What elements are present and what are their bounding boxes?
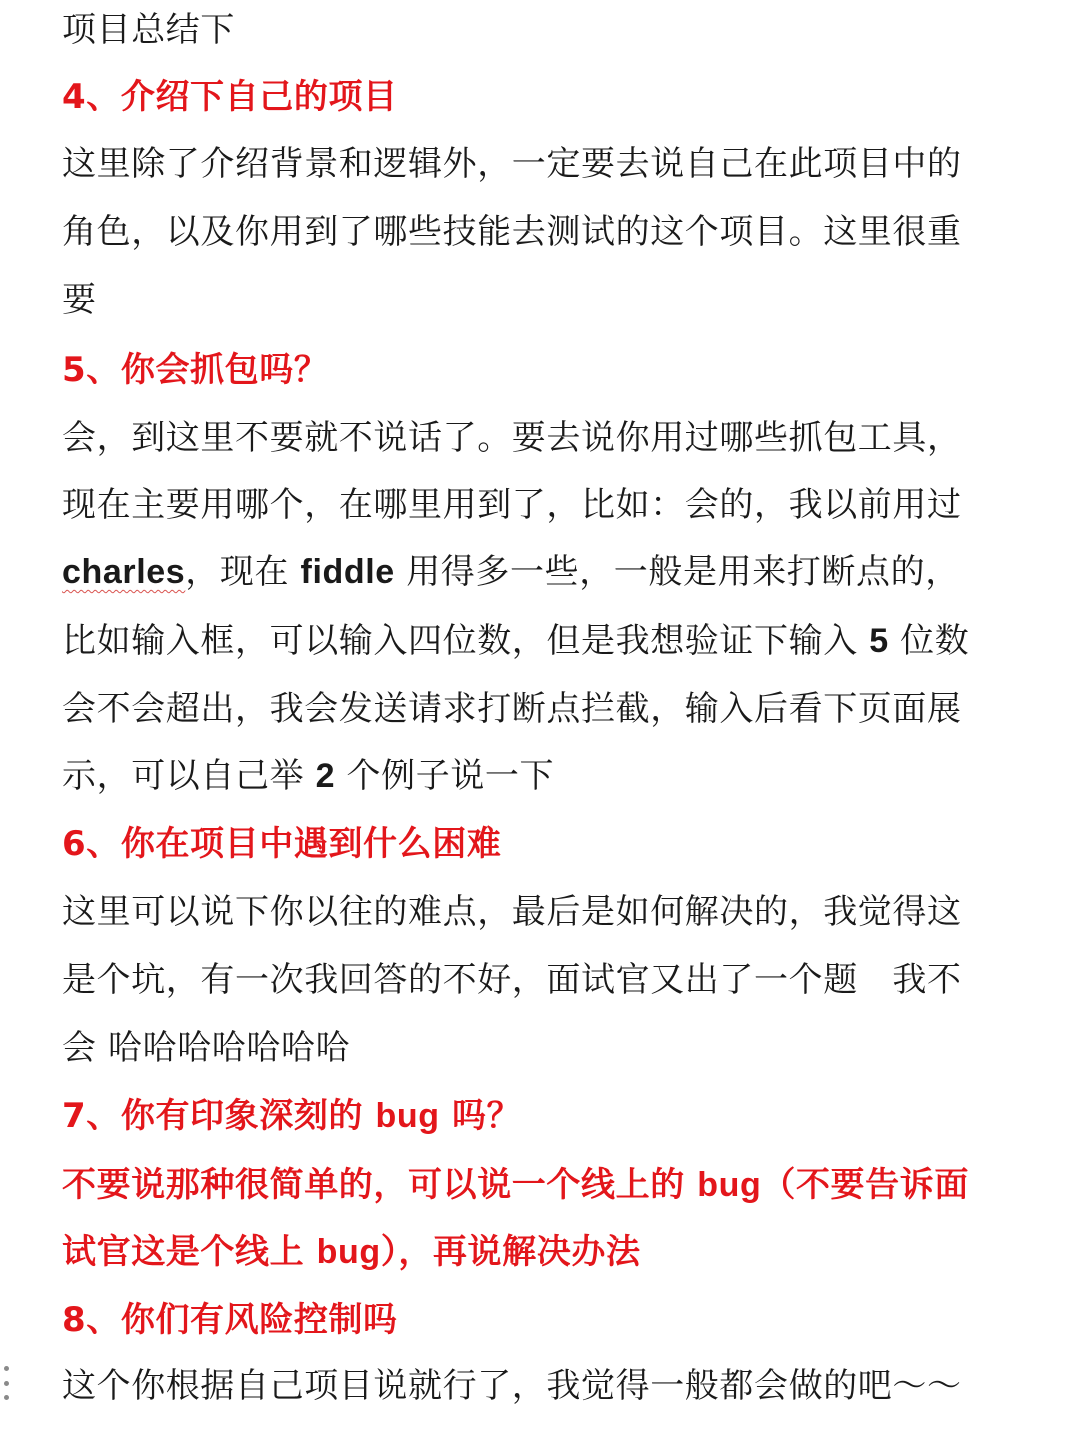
paragraph-5-line-2 — [62, 485, 962, 525]
paragraph-7-line-1 — [62, 1165, 969, 1205]
paragraph-6-text-3: 会 哈哈哈哈哈哈哈 — [62, 1028, 351, 1068]
dot — [4, 1381, 9, 1386]
paragraph-7-text-1c: （不要告诉面 — [761, 1165, 969, 1205]
charles-word: charles — [62, 553, 186, 591]
paragraph-5-text-3b: ，现在 — [185, 552, 301, 592]
heading-4 — [62, 77, 398, 117]
paragraph-5-line-1 — [62, 418, 962, 458]
paragraph-4-text-1: 这里除了介绍背景和逻辑外，一定要去说自己在此项目中的 — [62, 144, 962, 184]
heading-7-bug-word: bug — [375, 1097, 440, 1135]
heading-5-text: 5、你会抓包吗？ — [62, 350, 329, 390]
paragraph-4-line-3 — [62, 280, 97, 320]
heading-8 — [62, 1300, 398, 1340]
paragraph-8-line-1 — [62, 1366, 962, 1406]
paragraph-5-text-6a: 示，可以自己举 — [62, 756, 316, 796]
paragraph-4-line-1 — [62, 144, 962, 184]
vertical-dots-icon[interactable] — [2, 1366, 10, 1400]
paragraph-7-bug-word-2: bug — [316, 1233, 381, 1271]
paragraph-5-line-6 — [62, 756, 554, 796]
heading-7 — [62, 1096, 521, 1136]
paragraph-4-text-3: 要 — [62, 280, 97, 320]
paragraph-5-line-5 — [62, 689, 962, 729]
paragraph-7-line-2 — [62, 1232, 641, 1272]
paragraph-7-text-2c: ），再说解决办法 — [380, 1232, 641, 1272]
paragraph-5-line-3 — [62, 552, 960, 592]
dot — [4, 1366, 9, 1371]
paragraph-7-text-2a: 试官这是个线上 — [62, 1232, 317, 1272]
paragraph-6-line-1 — [62, 892, 962, 932]
intro-text: 项目总结下 — [62, 10, 235, 50]
paragraph-4-text-2: 角色，以及你用到了哪些技能去测试的这个项目。这里很重 — [62, 212, 962, 252]
paragraph-6-line-3 — [62, 1028, 350, 1068]
number-five: 5 — [869, 622, 889, 660]
paragraph-5-text-6c: 个例子说一下 — [335, 756, 555, 796]
paragraph-5-text-3d: 用得多一些，一般是用来打断点的， — [394, 552, 960, 592]
paragraph-5-text-4c: 位数 — [888, 621, 970, 661]
number-two: 2 — [315, 757, 336, 795]
paragraph-5-line-4 — [62, 621, 969, 661]
paragraph-7-text-1a: 不要说那种很简单的，可以说一个线上的 — [62, 1165, 698, 1205]
dot — [4, 1395, 9, 1400]
heading-6 — [62, 824, 501, 864]
paragraph-7-bug-word-1: bug — [697, 1166, 762, 1204]
heading-7-text-a: 7、你有印象深刻的 — [62, 1096, 376, 1136]
paragraph-5-text-1: 会，到这里不要就不说话了。要去说你用过哪些抓包工具， — [62, 418, 962, 458]
paragraph-5-text-5: 会不会超出，我会发送请求打断点拦截，输入后看下页面展 — [62, 689, 962, 729]
fiddle-word: fiddle — [300, 553, 395, 591]
heading-7-text-c: 吗？ — [439, 1096, 522, 1136]
paragraph-5-text-4a: 比如输入框，可以输入四位数，但是我想验证下输入 — [62, 621, 870, 661]
paragraph-6-line-2 — [62, 960, 962, 1000]
paragraph-6-text-1: 这里可以说下你以往的难点，最后是如何解决的，我觉得这 — [62, 892, 962, 932]
intro-line — [62, 10, 235, 50]
heading-4-text: 4、介绍下自己的项目 — [62, 77, 398, 117]
paragraph-6-text-2: 是个坑，有一次我回答的不好，面试官又出了一个题 我不 — [62, 960, 962, 1000]
heading-8-text: 8、你们有风险控制吗 — [62, 1300, 398, 1340]
paragraph-8-text-1: 这个你根据自己项目说就行了，我觉得一般都会做的吧～～ — [62, 1366, 962, 1406]
paragraph-5-text-2: 现在主要用哪个，在哪里用到了，比如：会的，我以前用过 — [62, 485, 962, 525]
paragraph-4-line-2 — [62, 212, 962, 252]
heading-6-text: 6、你在项目中遇到什么困难 — [62, 824, 502, 864]
heading-5 — [62, 350, 328, 390]
